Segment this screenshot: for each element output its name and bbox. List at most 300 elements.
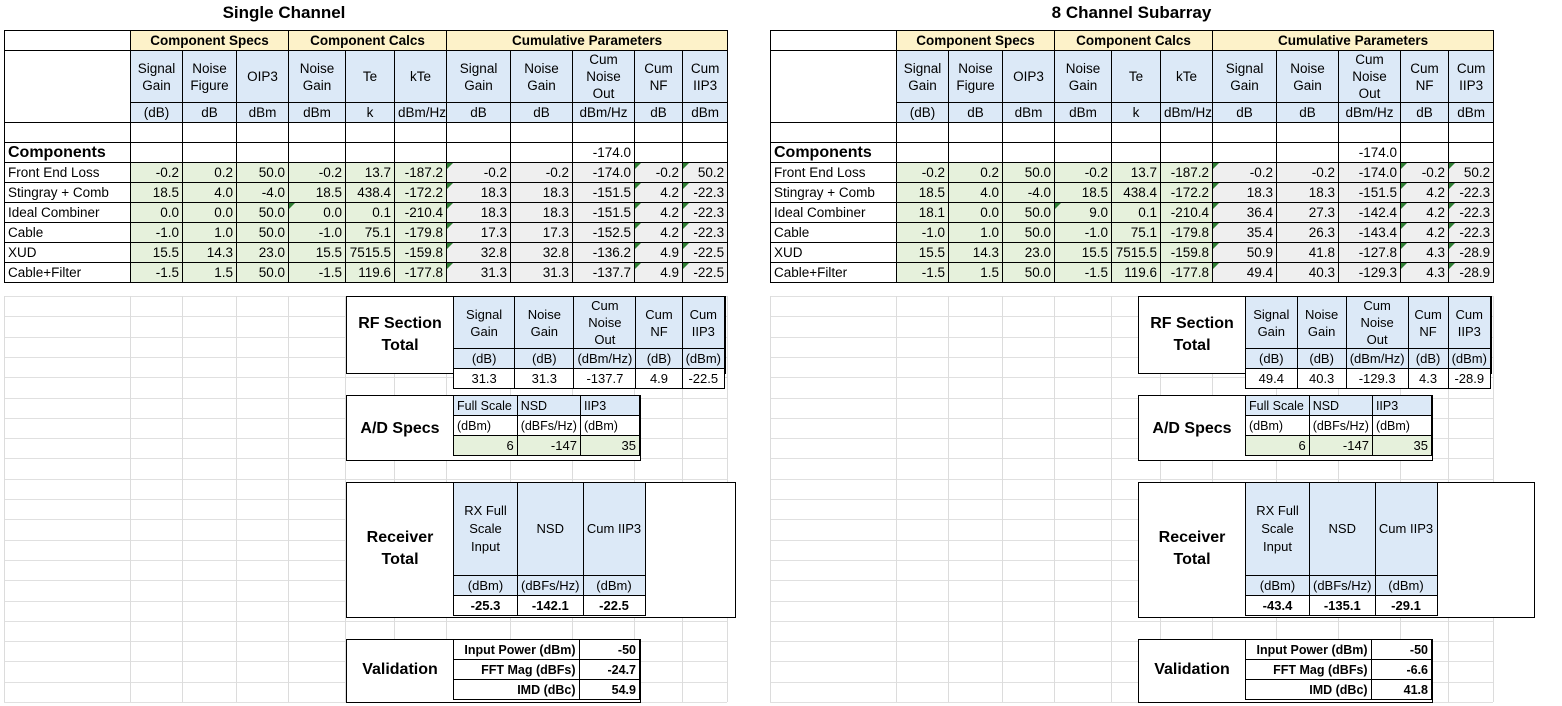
value-cell[interactable]: 18.3 <box>511 183 573 203</box>
value-cell[interactable]: 18.3 <box>1277 183 1339 203</box>
value-cell[interactable]: 7515.5 <box>1112 243 1161 263</box>
value-cell[interactable]: 9.0 <box>1055 203 1112 223</box>
value-cell[interactable]: 17.3 <box>511 223 573 243</box>
rf-value[interactable]: 4.3 <box>1408 369 1448 389</box>
validation-label: IMD (dBc) <box>1246 680 1372 700</box>
value-cell[interactable]: -0.2 <box>635 163 683 183</box>
value-cell[interactable]: -172.2 <box>1161 183 1213 203</box>
rf-unit: (dB) <box>636 349 682 369</box>
blank-cell <box>447 143 511 163</box>
blank-cell <box>1213 143 1277 163</box>
value-cell[interactable]: -159.8 <box>395 243 447 263</box>
blank-cell <box>131 143 183 163</box>
blank-cell <box>1449 143 1494 163</box>
value-cell[interactable]: 0.0 <box>949 203 1003 223</box>
ad-header: IIP3 <box>1372 396 1431 416</box>
column-header: kTe <box>395 51 447 103</box>
value-cell[interactable]: -174.0 <box>573 163 635 183</box>
component-name: Cable+Filter <box>771 263 897 283</box>
value-cell[interactable]: -152.5 <box>573 223 635 243</box>
value-cell[interactable]: 438.4 <box>346 183 395 203</box>
rx-value[interactable]: -43.4 <box>1246 596 1310 616</box>
rf-value[interactable]: 49.4 <box>1246 369 1298 389</box>
value-cell[interactable]: -0.2 <box>447 163 511 183</box>
unit-cell: dB <box>949 103 1003 123</box>
value-cell[interactable]: -22.5 <box>683 243 728 263</box>
value-cell[interactable]: 27.3 <box>1277 203 1339 223</box>
table-row <box>771 203 1494 223</box>
value-cell[interactable]: 50.0 <box>1003 223 1055 243</box>
receiver-total-title <box>347 527 453 571</box>
rf-unit: (dB) <box>1297 349 1346 369</box>
blank-row <box>771 123 1494 143</box>
value-cell[interactable]: 18.1 <box>897 203 949 223</box>
validation-value[interactable]: -50 <box>579 640 639 660</box>
blank-cell <box>1339 123 1401 143</box>
value-cell[interactable]: 18.5 <box>1055 183 1112 203</box>
unit-cell: k <box>346 103 395 123</box>
table-row <box>5 183 728 203</box>
value-cell[interactable]: -1.0 <box>1055 223 1112 243</box>
component-name: Front End Loss <box>771 163 897 183</box>
component-name: Stingray + Comb <box>5 183 131 203</box>
component-name: XUD <box>5 243 131 263</box>
ad-value[interactable]: 35 <box>1372 436 1431 456</box>
rf-value[interactable]: -129.3 <box>1346 369 1408 389</box>
validation-label: Input Power (dBm) <box>1246 640 1372 660</box>
ad-header: NSD <box>1309 396 1372 416</box>
value-cell[interactable]: -159.8 <box>1161 243 1213 263</box>
value-cell[interactable]: -210.4 <box>395 203 447 223</box>
rx-value[interactable]: -25.3 <box>454 596 518 616</box>
value-cell[interactable]: 0.0 <box>183 203 237 223</box>
ad-value[interactable]: 35 <box>580 436 639 456</box>
blank-cell <box>771 31 897 51</box>
rf-value[interactable]: -22.5 <box>682 369 724 389</box>
value-cell[interactable]: 14.3 <box>949 243 1003 263</box>
group-header-row <box>5 31 728 51</box>
blank-cell <box>237 123 289 143</box>
value-cell[interactable]: 50.0 <box>237 163 289 183</box>
value-cell[interactable]: 23.0 <box>237 243 289 263</box>
blank-cell <box>949 123 1003 143</box>
components-label: Components <box>771 143 897 163</box>
value-cell[interactable]: 35.4 <box>1213 223 1277 243</box>
ad-unit: (dBFs/Hz) <box>517 416 580 436</box>
value-cell[interactable]: -172.2 <box>395 183 447 203</box>
value-cell[interactable]: 50.0 <box>237 223 289 243</box>
value-cell[interactable]: 50.0 <box>237 263 289 283</box>
value-cell[interactable]: -28.9 <box>1449 243 1494 263</box>
column-header: Noise Gain <box>511 51 573 103</box>
column-header: kTe <box>1161 51 1213 103</box>
ad-value[interactable]: -147 <box>517 436 580 456</box>
value-cell[interactable]: -22.3 <box>683 223 728 243</box>
value-cell[interactable]: 0.0 <box>131 203 183 223</box>
rf-section-table <box>1245 296 1491 389</box>
value-cell[interactable]: 0.1 <box>346 203 395 223</box>
column-header: Te <box>1112 51 1161 103</box>
value-cell[interactable]: -4.0 <box>1003 183 1055 203</box>
value-cell[interactable]: 1.0 <box>183 223 237 243</box>
rf-header: Cum NF <box>1408 297 1448 349</box>
rf-value[interactable]: 4.9 <box>636 369 682 389</box>
value-cell[interactable]: 18.3 <box>447 203 511 223</box>
blank-cell <box>635 143 683 163</box>
value-cell[interactable]: 7515.5 <box>346 243 395 263</box>
value-cell[interactable]: 18.3 <box>511 203 573 223</box>
value-cell[interactable]: -151.5 <box>1339 183 1401 203</box>
group-component-specs: Component Specs <box>897 31 1055 51</box>
value-cell[interactable]: -210.4 <box>1161 203 1213 223</box>
blank-cell <box>897 143 949 163</box>
table-row <box>5 163 728 183</box>
rf-unit: (dB) <box>1408 349 1448 369</box>
rf-unit: (dB) <box>454 349 515 369</box>
column-header: Cum Noise Out <box>573 51 635 103</box>
grid-line <box>1054 296 1055 702</box>
rf-value[interactable]: -28.9 <box>1448 369 1490 389</box>
value-cell[interactable]: 15.5 <box>289 243 346 263</box>
rx-value[interactable]: -135.1 <box>1310 596 1376 616</box>
value-cell[interactable]: 50.2 <box>683 163 728 183</box>
blank-cell <box>395 143 447 163</box>
value-cell[interactable]: -0.2 <box>1213 163 1277 183</box>
ad-unit: (dBm) <box>580 416 639 436</box>
component-table <box>4 30 728 283</box>
rx-value[interactable]: -29.1 <box>1375 596 1437 616</box>
grid-line <box>236 296 237 702</box>
receiver-total-box <box>346 482 736 618</box>
value-cell[interactable]: 1.5 <box>183 263 237 283</box>
grid-line <box>1002 296 1003 702</box>
value-cell[interactable]: 75.1 <box>346 223 395 243</box>
value-cell[interactable]: 49.4 <box>1213 263 1277 283</box>
value-cell[interactable]: 4.2 <box>635 223 683 243</box>
blank-cell <box>771 51 897 123</box>
receiver-total-title <box>1139 527 1245 571</box>
value-cell[interactable]: 14.3 <box>183 243 237 263</box>
value-cell[interactable]: 18.5 <box>289 183 346 203</box>
column-header: Noise Figure <box>183 51 237 103</box>
value-cell[interactable]: -22.3 <box>1449 183 1494 203</box>
value-cell[interactable]: 31.3 <box>511 263 573 283</box>
validation-title: Validation <box>1154 661 1230 678</box>
value-cell[interactable]: 50.0 <box>1003 203 1055 223</box>
value-cell[interactable]: -177.8 <box>1161 263 1213 283</box>
value-cell[interactable]: -1.5 <box>289 263 346 283</box>
unit-cell: dBm <box>237 103 289 123</box>
validation-value[interactable]: -24.7 <box>579 660 639 680</box>
value-cell[interactable]: 32.8 <box>447 243 511 263</box>
value-cell[interactable]: 15.5 <box>131 243 183 263</box>
column-header-row <box>771 51 1494 103</box>
value-cell[interactable]: 4.3 <box>1401 263 1449 283</box>
value-cell[interactable]: 18.5 <box>897 183 949 203</box>
blank-cell <box>289 143 346 163</box>
value-cell[interactable]: -0.2 <box>131 163 183 183</box>
column-header: Noise Gain <box>289 51 346 103</box>
validation-label: FFT Mag (dBFs) <box>1246 660 1372 680</box>
value-cell[interactable]: 50.0 <box>1003 163 1055 183</box>
value-cell[interactable]: -28.9 <box>1449 263 1494 283</box>
value-cell[interactable]: 1.5 <box>949 263 1003 283</box>
ad-value[interactable]: -147 <box>1309 436 1372 456</box>
blank-cell <box>949 143 1003 163</box>
ad-specs-table <box>1245 395 1432 456</box>
blank-cell <box>1277 123 1339 143</box>
value-cell[interactable]: -127.8 <box>1339 243 1401 263</box>
column-header: Noise Gain <box>1055 51 1112 103</box>
rf-unit: (dBm) <box>682 349 724 369</box>
value-cell[interactable]: -4.0 <box>237 183 289 203</box>
value-cell[interactable]: 36.4 <box>1213 203 1277 223</box>
grid-line <box>4 621 727 622</box>
rf-title-line1: RF Section <box>358 315 442 332</box>
validation-row <box>454 680 640 700</box>
unit-cell: dB <box>447 103 511 123</box>
group-component-calcs: Component Calcs <box>1055 31 1213 51</box>
validation-row <box>1246 680 1432 700</box>
ad-specs-box <box>1138 395 1433 461</box>
value-cell[interactable]: -1.0 <box>289 223 346 243</box>
component-name: Ideal Combiner <box>771 203 897 223</box>
column-header: OIP3 <box>1003 51 1055 103</box>
value-cell[interactable]: 32.8 <box>511 243 573 263</box>
table-row <box>771 263 1494 283</box>
unit-cell: dBm/Hz <box>395 103 447 123</box>
value-cell[interactable]: -143.4 <box>1339 223 1401 243</box>
column-header: Cum IIP3 <box>683 51 728 103</box>
rx-title-line2: Total <box>1173 551 1211 568</box>
blank-cell <box>1112 143 1161 163</box>
value-cell[interactable]: 13.7 <box>346 163 395 183</box>
value-cell[interactable]: 13.7 <box>1112 163 1161 183</box>
value-cell[interactable]: 119.6 <box>346 263 395 283</box>
rx-header: NSD <box>518 483 584 576</box>
value-cell[interactable]: 50.0 <box>1003 263 1055 283</box>
value-cell[interactable]: 4.9 <box>635 243 683 263</box>
value-cell[interactable]: 18.5 <box>131 183 183 203</box>
blank-cell <box>1277 143 1339 163</box>
value-cell[interactable]: 23.0 <box>1003 243 1055 263</box>
value-cell[interactable]: -174.0 <box>1339 163 1401 183</box>
rf-header: Noise Gain <box>515 297 574 349</box>
value-cell[interactable]: 4.0 <box>183 183 237 203</box>
column-header: Cum IIP3 <box>1449 51 1494 103</box>
value-cell[interactable]: 119.6 <box>1112 263 1161 283</box>
column-header: OIP3 <box>237 51 289 103</box>
value-cell[interactable]: -22.3 <box>1449 203 1494 223</box>
value-cell[interactable]: 50.2 <box>1449 163 1494 183</box>
value-cell[interactable]: 0.0 <box>289 203 346 223</box>
rf-unit: (dBm) <box>1448 349 1490 369</box>
receiver-total-table <box>1245 482 1438 616</box>
value-cell[interactable]: -129.3 <box>1339 263 1401 283</box>
validation-row <box>1246 640 1432 660</box>
rf-title-line2: Total <box>1173 337 1211 354</box>
validation-title: Validation <box>362 661 438 678</box>
table-row <box>5 223 728 243</box>
value-cell[interactable]: -137.7 <box>573 263 635 283</box>
initial-noise-cell: -174.0 <box>573 143 635 163</box>
value-cell[interactable]: 4.2 <box>635 203 683 223</box>
validation-row <box>454 640 640 660</box>
rx-value[interactable]: -142.1 <box>518 596 584 616</box>
grid-line <box>182 296 183 702</box>
value-cell[interactable]: 75.1 <box>1112 223 1161 243</box>
value-cell[interactable]: 438.4 <box>1112 183 1161 203</box>
value-cell[interactable]: -22.3 <box>1449 223 1494 243</box>
value-cell[interactable]: -0.2 <box>511 163 573 183</box>
value-cell[interactable]: 0.2 <box>949 163 1003 183</box>
unit-cell: (dB) <box>131 103 183 123</box>
blank-cell <box>1003 123 1055 143</box>
rf-value[interactable]: 31.3 <box>515 369 574 389</box>
value-cell[interactable]: -0.2 <box>1401 163 1449 183</box>
rf-value[interactable]: -137.7 <box>574 369 636 389</box>
value-cell[interactable]: 4.9 <box>635 263 683 283</box>
value-cell[interactable]: -1.0 <box>131 223 183 243</box>
value-cell[interactable]: 0.1 <box>1112 203 1161 223</box>
value-cell[interactable]: 40.3 <box>1277 263 1339 283</box>
rx-header: NSD <box>1310 483 1376 576</box>
unit-cell: dB <box>635 103 683 123</box>
value-cell[interactable]: -1.5 <box>131 263 183 283</box>
column-header: Te <box>346 51 395 103</box>
unit-cell: dBm <box>683 103 728 123</box>
table-row <box>771 243 1494 263</box>
rx-unit: (dBm) <box>583 576 645 596</box>
rx-title-line1: Receiver <box>1158 529 1226 546</box>
validation-value[interactable]: 54.9 <box>579 680 639 700</box>
column-header: Cum NF <box>635 51 683 103</box>
value-cell[interactable]: -0.2 <box>897 163 949 183</box>
value-cell[interactable]: 1.0 <box>949 223 1003 243</box>
blank-cell <box>1161 123 1213 143</box>
value-cell[interactable]: 15.5 <box>897 243 949 263</box>
blank-cell <box>1003 143 1055 163</box>
components-label-row <box>771 143 1494 163</box>
value-cell[interactable]: -142.4 <box>1339 203 1401 223</box>
unit-cell: dB <box>511 103 573 123</box>
value-cell[interactable]: 15.5 <box>1055 243 1112 263</box>
rf-header: Signal Gain <box>454 297 515 349</box>
blank-cell <box>5 31 131 51</box>
value-cell[interactable]: -179.8 <box>395 223 447 243</box>
value-cell[interactable]: 4.2 <box>1401 223 1449 243</box>
value-cell[interactable]: 26.3 <box>1277 223 1339 243</box>
validation-table <box>453 639 640 700</box>
value-cell[interactable]: -1.0 <box>897 223 949 243</box>
validation-value[interactable]: -6.6 <box>1371 660 1431 680</box>
rx-title-line2: Total <box>381 551 419 568</box>
blank-cell <box>1161 143 1213 163</box>
rf-section-title <box>347 313 453 357</box>
blank-cell <box>183 143 237 163</box>
value-cell[interactable]: 18.3 <box>1213 183 1277 203</box>
value-cell[interactable]: 31.3 <box>447 263 511 283</box>
components-label-row <box>5 143 728 163</box>
group-cumulative-params: Cumulative Parameters <box>1213 31 1494 51</box>
table-row <box>771 183 1494 203</box>
blank-cell <box>1213 123 1277 143</box>
ad-specs-table <box>453 395 640 456</box>
component-name: Stingray + Comb <box>771 183 897 203</box>
value-cell[interactable]: 4.2 <box>1401 183 1449 203</box>
rf-header: Cum IIP3 <box>682 297 724 349</box>
blank-cell <box>346 143 395 163</box>
column-header: Signal Gain <box>447 51 511 103</box>
rx-header: RX Full Scale Input <box>1246 483 1310 576</box>
value-cell[interactable]: -151.5 <box>573 183 635 203</box>
validation-value[interactable]: -50 <box>1371 640 1431 660</box>
value-cell[interactable]: -177.8 <box>395 263 447 283</box>
blank-cell <box>897 123 949 143</box>
value-cell[interactable]: -136.2 <box>573 243 635 263</box>
rf-header: Signal Gain <box>1246 297 1298 349</box>
rx-unit: (dBm) <box>1246 576 1310 596</box>
column-header: Noise Gain <box>1277 51 1339 103</box>
value-cell[interactable]: -187.2 <box>395 163 447 183</box>
blank-cell <box>511 143 573 163</box>
ad-value[interactable]: 6 <box>454 436 518 456</box>
value-cell[interactable]: -22.5 <box>683 263 728 283</box>
validation-value[interactable]: 41.8 <box>1371 680 1431 700</box>
value-cell[interactable]: 50.9 <box>1213 243 1277 263</box>
value-cell[interactable]: 18.3 <box>447 183 511 203</box>
ad-value[interactable]: 6 <box>1246 436 1310 456</box>
value-cell[interactable]: 4.3 <box>1401 243 1449 263</box>
validation-table <box>1245 639 1432 700</box>
grid-line <box>770 479 1493 480</box>
value-cell[interactable]: -1.5 <box>897 263 949 283</box>
value-cell[interactable]: 4.2 <box>635 183 683 203</box>
value-cell[interactable]: -151.5 <box>573 203 635 223</box>
panel-title: Single Channel <box>222 3 346 22</box>
receiver-total-table <box>453 482 646 616</box>
value-cell[interactable]: -22.3 <box>683 203 728 223</box>
value-cell[interactable]: -179.8 <box>1161 223 1213 243</box>
value-cell[interactable]: -0.2 <box>1277 163 1339 183</box>
validation-box <box>346 639 641 703</box>
unit-cell: (dB) <box>897 103 949 123</box>
rf-value[interactable]: 40.3 <box>1297 369 1346 389</box>
rf-value[interactable]: 31.3 <box>454 369 515 389</box>
value-cell[interactable]: 17.3 <box>447 223 511 243</box>
ad-specs-title: A/D Specs <box>360 420 440 437</box>
rf-unit: (dBm/Hz) <box>1346 349 1408 369</box>
value-cell[interactable]: 50.0 <box>237 203 289 223</box>
value-cell[interactable]: -0.2 <box>1055 163 1112 183</box>
rf-header: Noise Gain <box>1297 297 1346 349</box>
value-cell[interactable]: 4.2 <box>1401 203 1449 223</box>
blank-cell <box>1055 123 1112 143</box>
rx-value[interactable]: -22.5 <box>583 596 645 616</box>
value-cell[interactable]: 0.2 <box>183 163 237 183</box>
column-header: Noise Figure <box>949 51 1003 103</box>
value-cell[interactable]: -1.5 <box>1055 263 1112 283</box>
unit-cell: k <box>1112 103 1161 123</box>
ad-unit: (dBm) <box>1246 416 1310 436</box>
column-header: Cum NF <box>1401 51 1449 103</box>
value-cell[interactable]: -22.3 <box>683 183 728 203</box>
group-component-specs: Component Specs <box>131 31 289 51</box>
value-cell[interactable]: -0.2 <box>289 163 346 183</box>
value-cell[interactable]: 4.0 <box>949 183 1003 203</box>
value-cell[interactable]: -187.2 <box>1161 163 1213 183</box>
value-cell[interactable]: 41.8 <box>1277 243 1339 263</box>
